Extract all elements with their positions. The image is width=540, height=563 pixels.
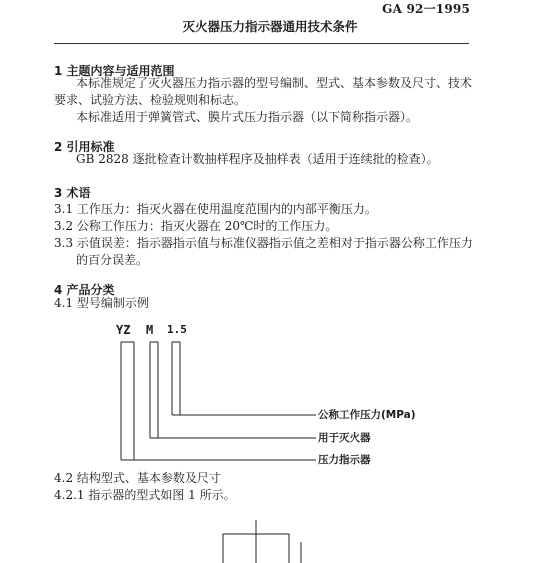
section-3-item-3-cont: 的百分误差。 <box>76 253 149 267</box>
label-pressure-indicator: 压力指示器 <box>318 454 371 466</box>
section-1-line-2: 要求、试验方法、检验规则和标志。 <box>54 93 247 107</box>
standard-number: GA 92一1995 <box>382 2 470 16</box>
section-4-2-1: 4.2.1 指示器的型式如图 1 所示。 <box>54 488 236 502</box>
section-3-item-1: 3.1 工作压力：指灭火器在使用温度范围内的内部平衡压力。 <box>54 202 377 216</box>
section-1-heading: 1 主题内容与适用范围 <box>54 64 175 78</box>
model-code-m: M <box>146 323 154 337</box>
model-code-number: 1.5 <box>167 323 187 336</box>
title-rule <box>54 43 469 44</box>
section-1-line-3: 本标准适用于弹簧管式、膜片式压力指示器（以下简称指示器）。 <box>76 110 419 124</box>
section-3-heading: 3 术语 <box>54 186 91 200</box>
label-nominal-pressure: 公称工作压力(MPa) <box>318 409 416 421</box>
section-3-item-3: 3.3 示值误差：指示器指示值与标准仪器指示值之差相对于指示器公称工作压力 <box>54 236 473 250</box>
figure-1-partial <box>223 520 301 563</box>
section-1-line-1: 本标准规定了灭火器压力指示器的型号编制、型式、基本参数及尺寸、技术 <box>76 76 473 90</box>
model-code-yz: YZ <box>116 323 131 337</box>
section-4-2: 4.2 结构型式、基本参数及尺寸 <box>54 471 221 485</box>
section-2-heading: 2 引用标准 <box>54 140 115 154</box>
label-for-extinguisher: 用于灭火器 <box>318 432 371 444</box>
section-3-item-2: 3.2 公称工作压力：指灭火器在 20℃时的工作压力。 <box>54 219 338 233</box>
section-2-line-1: GB 2828 逐批检查计数抽样程序及抽样表（适用于连续批的检查）。 <box>76 152 439 166</box>
page-title: 灭火器压力指示器通用技术条件 <box>182 19 358 34</box>
section-4-1: 4.1 型号编制示例 <box>54 296 149 310</box>
section-4-heading: 4 产品分类 <box>54 283 115 297</box>
